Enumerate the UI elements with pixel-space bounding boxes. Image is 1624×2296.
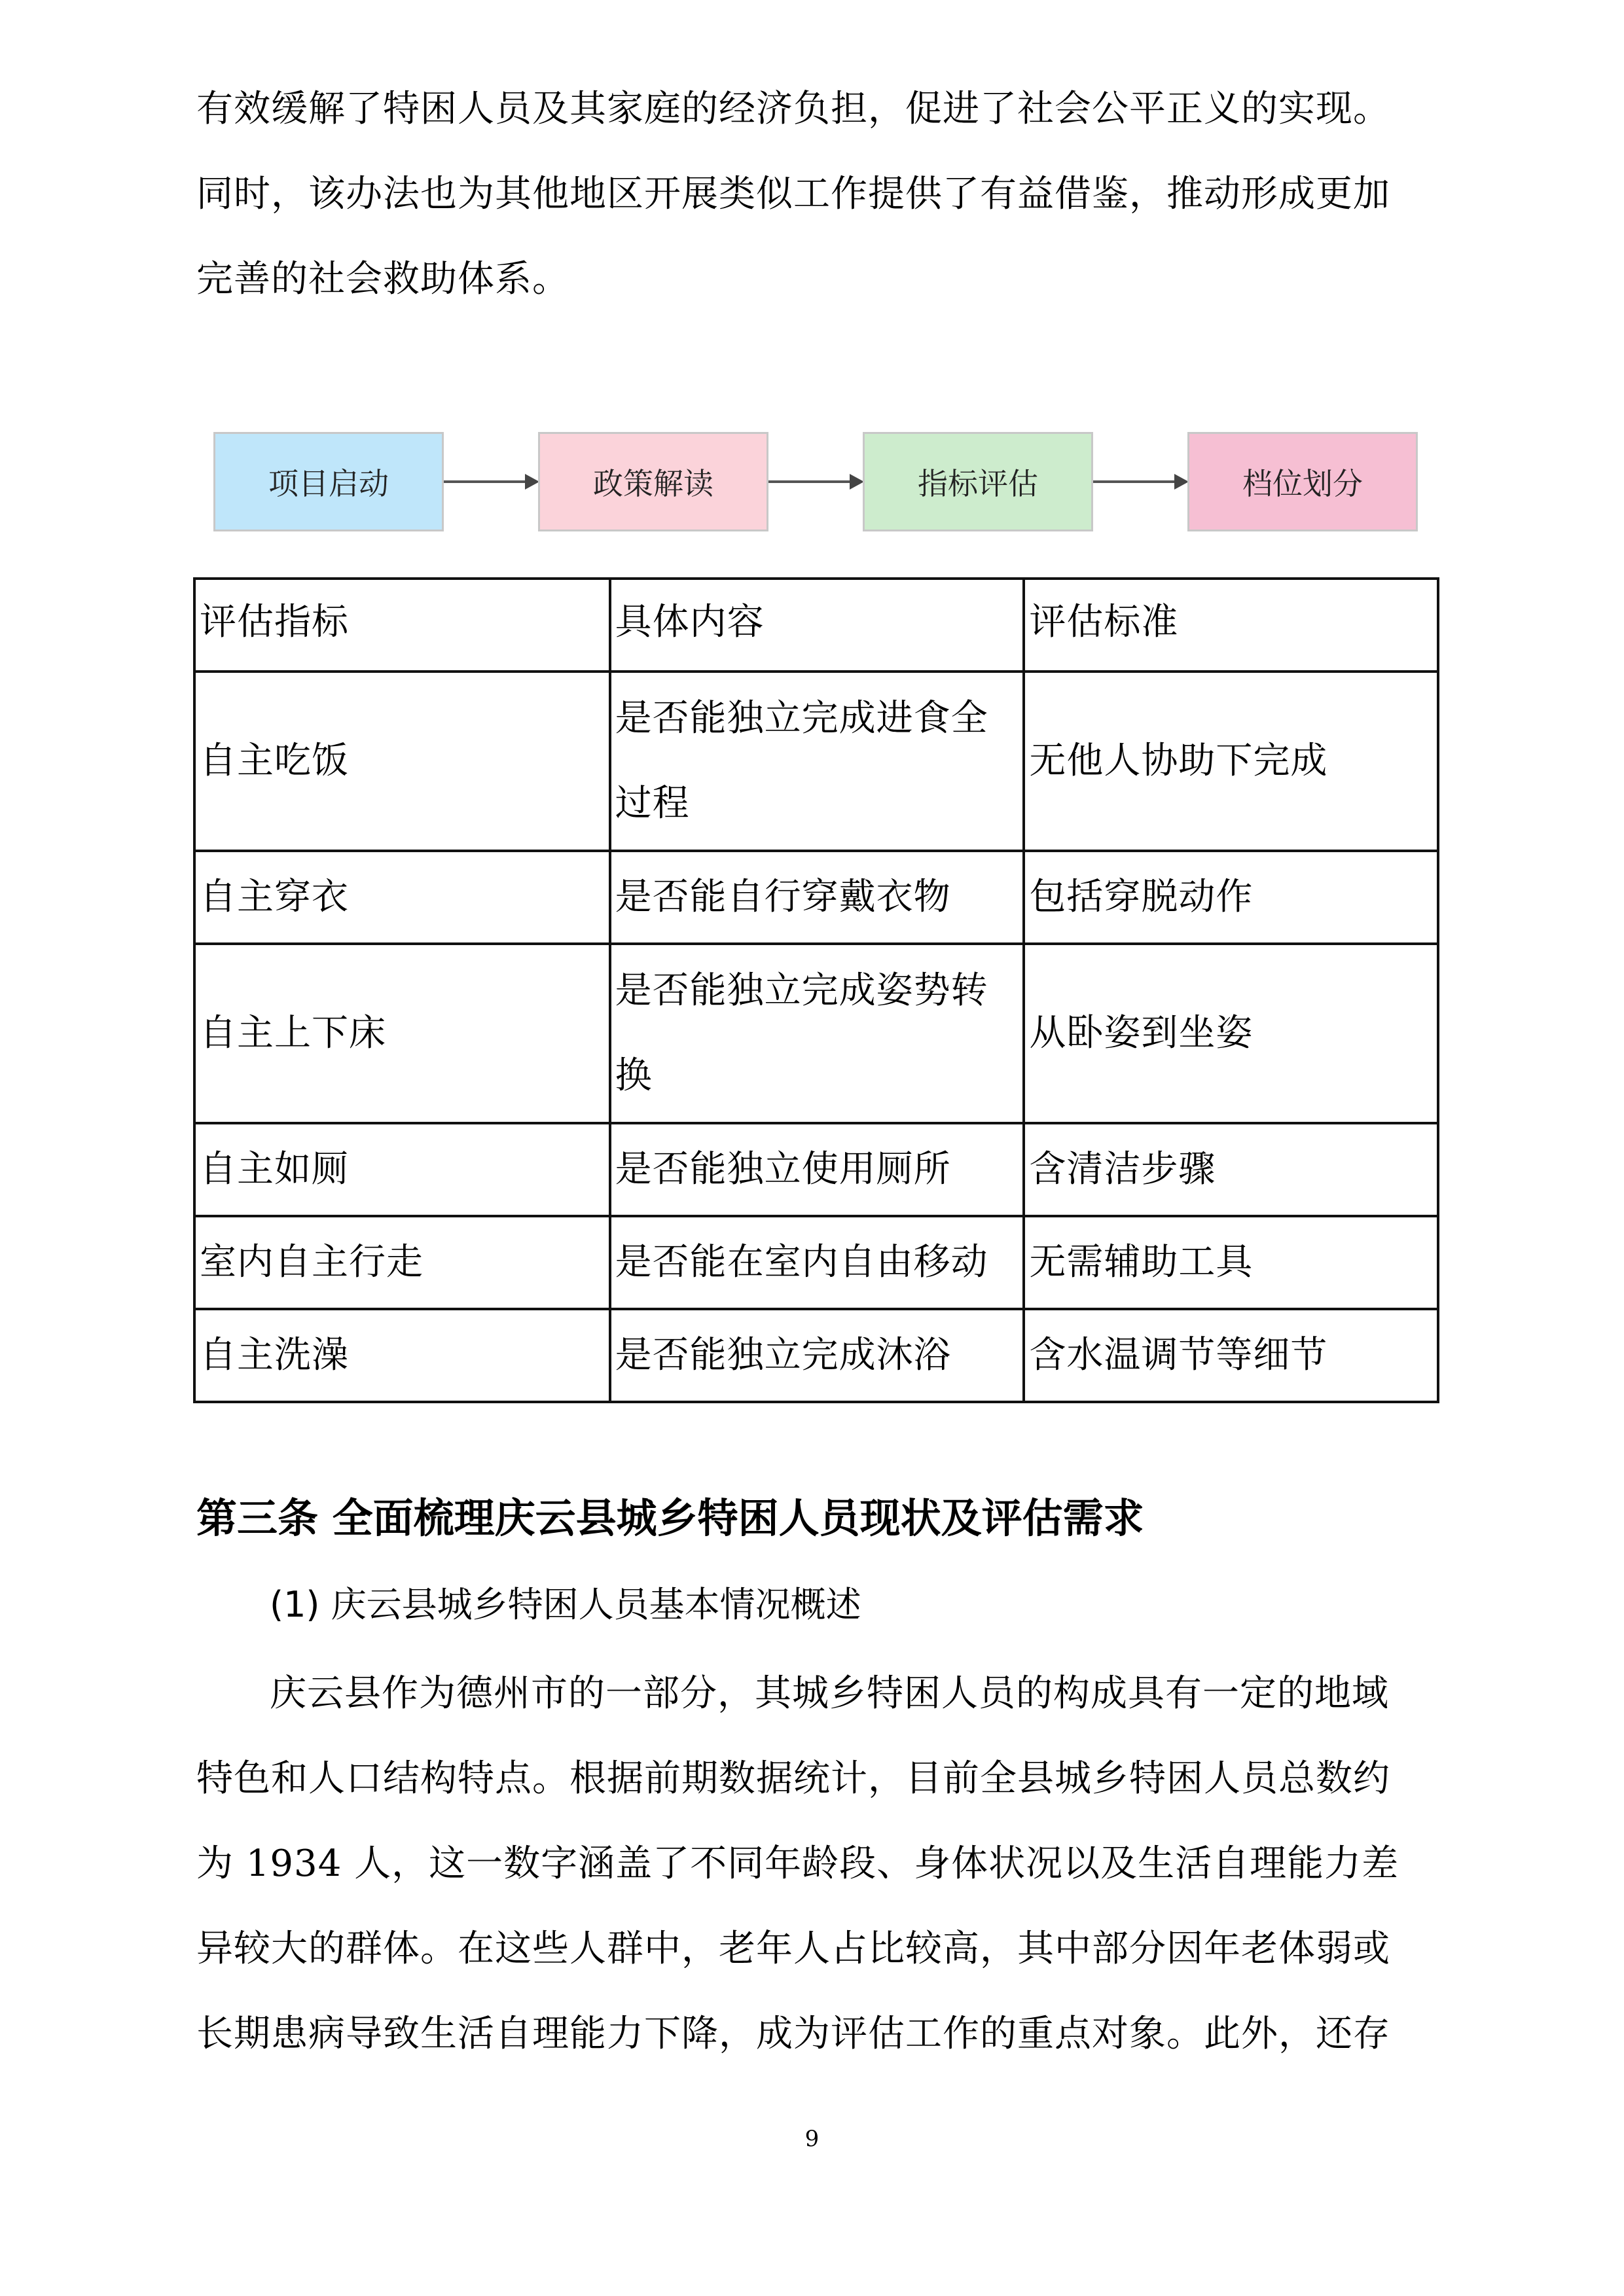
table-row	[194, 944, 1438, 1123]
body-line: 异较大的群体。在这些人群中，老年人占比较高，其中部分因年老体弱或	[196, 1928, 1390, 1970]
table-header-cell: 具体内容	[610, 579, 1024, 672]
body-line: 为 1934 人，这一数字涵盖了不同年龄段、身体状况以及生活自理能力差	[196, 1842, 1399, 1885]
flow-step-label: 政策解读	[593, 466, 713, 501]
standard-cell: 无他人协助下完成	[1024, 672, 1438, 851]
evaluation-table	[193, 577, 1439, 1403]
content-line: 是否能自行穿戴衣物	[615, 876, 951, 918]
section-subheading: (1) 庆云县城乡特困人员基本情况概述	[270, 1584, 861, 1625]
table-row	[194, 672, 1438, 851]
arrow-head-icon	[850, 474, 864, 490]
content-line: 换	[615, 1054, 653, 1097]
intro-line: 完善的社会救助体系。	[196, 258, 569, 300]
table-row	[194, 851, 1438, 944]
content-cell	[610, 672, 1024, 851]
content-line: 过程	[615, 782, 690, 825]
arrow-head-icon	[525, 474, 539, 490]
table-header-cell: 评估指标	[194, 579, 610, 672]
content-line: 是否能独立完成进食全	[615, 697, 988, 740]
indicator-cell: 自主穿衣	[194, 851, 610, 944]
content-line: 是否能在室内自由移动	[615, 1241, 988, 1283]
table-header-cell: 评估标准	[1024, 579, 1438, 672]
content-cell	[610, 944, 1024, 1123]
page-number: 9	[804, 2126, 820, 2152]
intro-line: 有效缓解了特困人员及其家庭的经济负担，促进了社会公平正义的实现。	[196, 88, 1390, 130]
content-cell	[610, 1123, 1024, 1216]
flow-step-policy-interpretation	[538, 432, 768, 531]
body-paragraph	[196, 1651, 1427, 2077]
intro-paragraph	[196, 67, 1427, 322]
section-heading: 第三条 全面梳理庆云县城乡特困人员现状及评估需求	[196, 1494, 1144, 1542]
standard-cell: 从卧姿到坐姿	[1024, 944, 1438, 1123]
indicator-cell: 自主吃饭	[194, 672, 610, 851]
flow-step-label: 档位划分	[1242, 466, 1363, 501]
flow-step-label: 指标评估	[918, 466, 1038, 501]
content-cell	[610, 851, 1024, 944]
flow-step-indicator-evaluation	[863, 432, 1093, 531]
table-row	[194, 1123, 1438, 1216]
content-line: 是否能独立完成姿势转	[615, 969, 988, 1012]
indicator-cell: 自主洗澡	[194, 1309, 610, 1402]
arrow-head-icon	[1174, 474, 1189, 490]
table-header-row	[194, 579, 1438, 672]
content-line: 是否能独立使用厕所	[615, 1148, 951, 1191]
flow-step-label: 项目启动	[268, 466, 389, 501]
body-line	[196, 1651, 1427, 1736]
indicator-cell: 自主如厕	[194, 1123, 610, 1216]
flow-arrow	[1093, 480, 1186, 483]
flow-arrow	[444, 480, 537, 483]
flow-arrow	[768, 480, 861, 483]
table-row	[194, 1309, 1438, 1402]
content-cell	[610, 1309, 1024, 1402]
body-line: 长期患病导致生活自理能力下降，成为评估工作的重点对象。此外，还存	[196, 2013, 1390, 2055]
standard-cell: 无需辅助工具	[1024, 1216, 1438, 1309]
body-line-text: 庆云县作为德州市的一部分，其城乡特困人员的构成具有一定的地域	[270, 1672, 1389, 1715]
standard-cell: 包括穿脱动作	[1024, 851, 1438, 944]
standard-cell: 含水温调节等细节	[1024, 1309, 1438, 1402]
indicator-cell: 室内自主行走	[194, 1216, 610, 1309]
intro-line: 同时，该办法也为其他地区开展类似工作提供了有益借鉴，推动形成更加	[196, 173, 1390, 215]
table-row	[194, 1216, 1438, 1309]
content-cell	[610, 1216, 1024, 1309]
content-line: 是否能独立完成沐浴	[615, 1334, 951, 1376]
flow-step-project-start	[213, 432, 444, 531]
indicator-cell: 自主上下床	[194, 944, 610, 1123]
standard-cell: 含清洁步骤	[1024, 1123, 1438, 1216]
flow-step-level-division	[1187, 432, 1418, 531]
body-line: 特色和人口结构特点。根据前期数据统计，目前全县城乡特困人员总数约	[196, 1757, 1390, 1800]
